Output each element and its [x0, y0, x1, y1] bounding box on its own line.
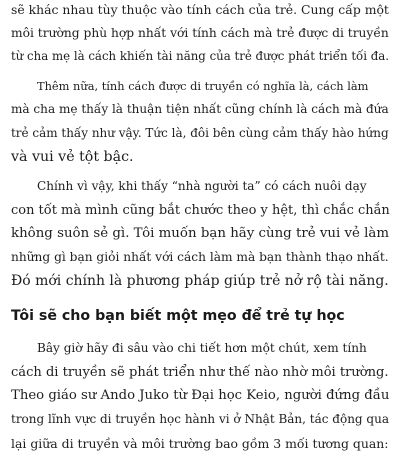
paragraph-1-line-2: môi trường phù hợp nhất với tính cách mà trẻ được di truyền	[11, 22, 389, 46]
paragraph-2-line-1: Thêm nữa, tính cách được di truyền có nghĩa là, cách làm	[11, 75, 389, 99]
paragraph-2-line-2: mà cha mẹ thấy là thuận tiện nhất cũng chính là cách mà đứa	[11, 98, 389, 122]
paragraph-1-line-1: sẽ khác nhau tùy thuộc vào tính cách của trẻ. Cung cấp một	[11, 0, 389, 22]
paragraph-3-line-1: Chính vì vậy, khi thấy “nhà người ta” có cách nuôi dạy	[11, 175, 389, 199]
paragraph-1	[11, 0, 389, 69]
paragraph-4-line-5: lại giữa di truyền và môi trường bao gồm 3 mối tương quan:	[11, 432, 389, 455]
paragraph-4-line-3: Theo giáo sư Ando Juko từ Đại học Keio, người đứng đầu	[11, 384, 389, 408]
section-gap	[11, 293, 389, 301]
section-heading: Tôi sẽ cho bạn biết một mẹo để trẻ tự học	[11, 301, 389, 331]
paragraph-2	[11, 75, 389, 169]
paragraph-4-line-1: Bây giờ hãy đi sâu vào chi tiết hơn một chút, xem tính	[11, 337, 389, 361]
paragraph-4	[11, 337, 389, 455]
paragraph-3-line-5: Đó mới chính là phương pháp giúp trẻ nở rộ tài năng.	[11, 270, 389, 294]
paragraph-1-line-3: từ cha mẹ là cách khiến tài năng của trẻ được phát triển tối đa.	[11, 45, 389, 69]
paragraph-2-line-3: trẻ cảm thấy như vậy. Tức là, đôi bên cùng cảm thấy hào hứng	[11, 122, 389, 146]
paragraph-3-line-3: không suôn sẻ gì. Tôi muốn bạn hãy cùng trẻ vui vẻ làm	[11, 222, 389, 246]
paragraph-3-line-2: con tốt mà mình cũng bắt chước theo y hệt, thì chắc chắn	[11, 199, 389, 223]
paragraph-3	[11, 175, 389, 293]
paragraph-4-line-2: cách di truyền sẽ phát triển như thế nào nhờ môi trường.	[11, 361, 389, 385]
paragraph-4-line-4: trong lĩnh vực di truyền học hành vi ở Nhật Bản, tác động qua	[11, 408, 389, 432]
paragraph-2-line-4: và vui vẻ tột bậc.	[11, 146, 389, 170]
paragraph-3-line-4: những gì bạn giỏi nhất với cách làm mà bạn thành thạo nhất.	[11, 246, 389, 270]
